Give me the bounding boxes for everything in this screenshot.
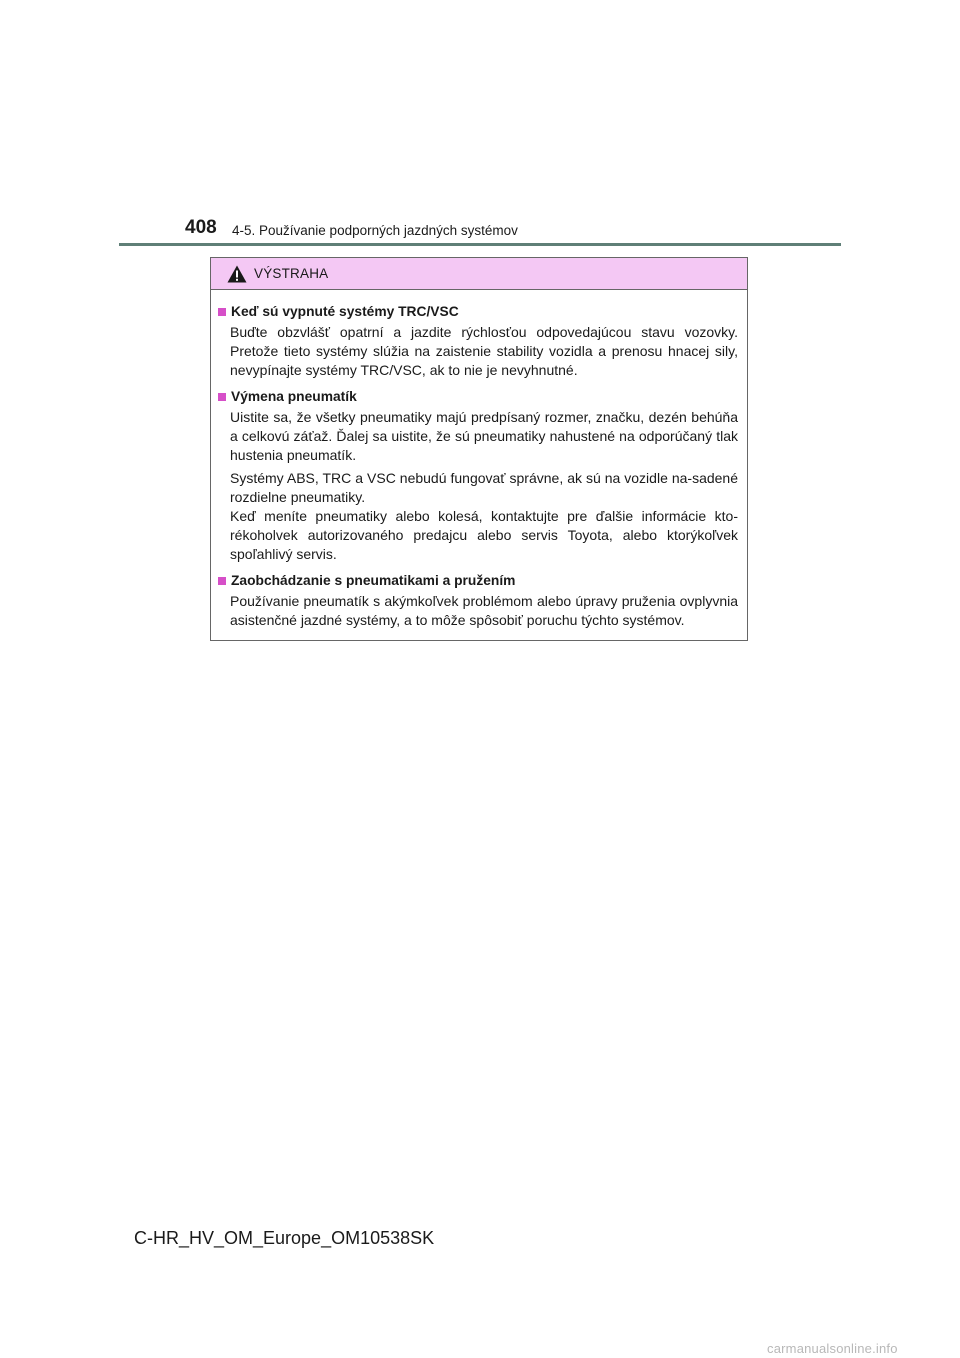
warning-item: [218, 387, 738, 564]
warning-item: [218, 571, 738, 630]
item-heading-text: Keď sú vypnuté systémy TRC/VSC: [231, 304, 459, 319]
square-bullet-icon: [218, 577, 226, 585]
warning-title: VÝSTRAHA: [254, 266, 329, 281]
warning-triangle-icon: [227, 265, 247, 283]
item-paragraph: Systémy ABS, TRC a VSC nebudú fungovať správne, ak sú na vozidle na-sadené rozdielne pneumatiky. Keď meníte pneumatiky alebo kolesá, kontaktujte pre ďalšie informácie kto-rékoholvek autorizovaného predajcu alebo servis Toyota, alebo ktorýkoľvek spoľahlivý servis.: [230, 470, 738, 562]
item-heading: [218, 571, 738, 590]
item-paragraph: Buďte obzvlášť opatrní a jazdite rýchlosťou odpovedajúcou stavu vozovky. Pretože tieto systémy slúžia na zaistenie stability vozidla a prenosu hnacej sily, nevypínajte systémy TRC/VSC, ak to nie je nevyhnutné.: [230, 324, 738, 378]
section-title: 4-5. Používanie podporných jazdných systémov: [232, 223, 518, 238]
square-bullet-icon: [218, 393, 226, 401]
page-number: 408: [185, 217, 217, 238]
item-paragraph: Uistite sa, že všetky pneumatiky majú predpísaný rozmer, značku, dezén behúňa a celkovú záťaž. Ďalej sa uistite, že sú pneumatiky nahustené na odporúčaný tlak hustenia pneumatík.: [230, 409, 738, 463]
item-heading: [218, 387, 738, 406]
document-code: C-HR_HV_OM_Europe_OM10538SK: [134, 1228, 435, 1248]
watermark: carmanualsonline.info: [767, 1341, 898, 1356]
item-paragraph: Používanie pneumatík s akýmkoľvek problémom alebo úpravy pruženia ovplyvnia asistenčné jazdné systémy, a to môže spôsobiť poruchu týchto systémov.: [230, 593, 738, 628]
warning-header: [211, 258, 747, 290]
item-heading-text: Výmena pneumatík: [231, 389, 357, 404]
warning-item: [218, 302, 738, 380]
warning-body: [211, 290, 747, 630]
warning-box: [210, 257, 748, 641]
item-heading-text: Zaobchádzanie s pneumatikami a pružením: [231, 573, 516, 588]
square-bullet-icon: [218, 308, 226, 316]
item-heading: [218, 302, 738, 321]
header-divider: [119, 243, 841, 246]
